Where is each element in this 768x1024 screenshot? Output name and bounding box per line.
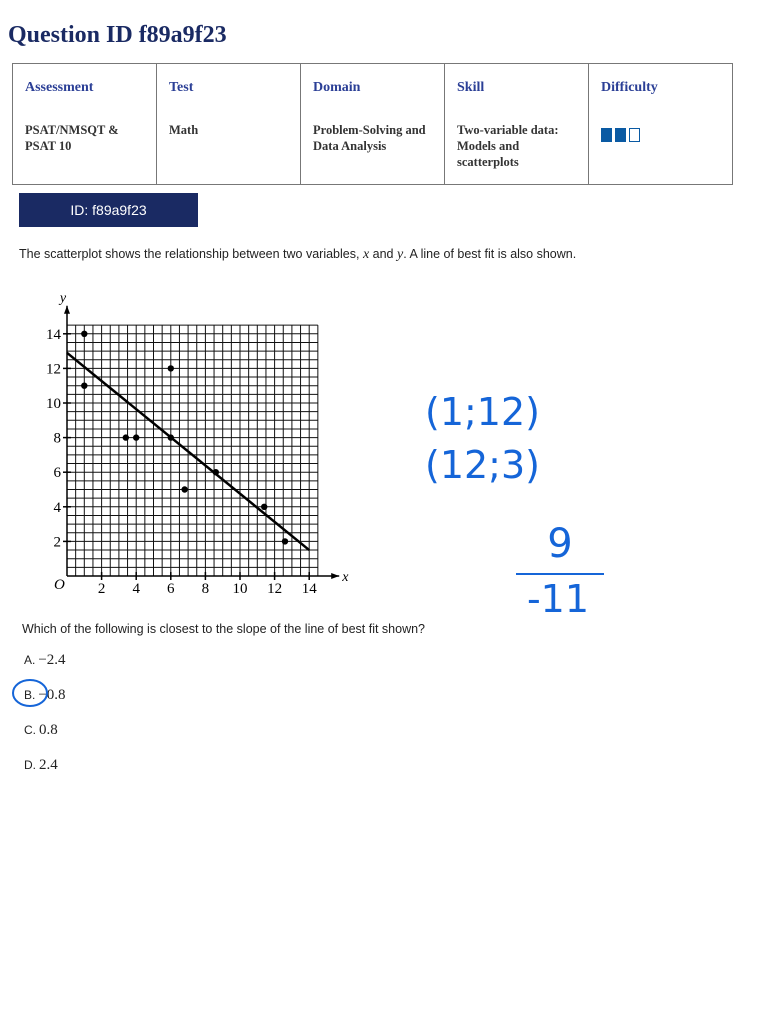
origin-label: O	[54, 577, 65, 593]
y-tick-label: 14	[46, 326, 61, 343]
data-point	[133, 434, 139, 440]
x-axis-arrow	[331, 573, 339, 579]
choice-value: 2.4	[39, 757, 58, 773]
handwritten-point-2: (12;3)	[425, 443, 540, 487]
handwritten-numerator: 9	[547, 521, 573, 567]
question-id-badge: ID: f89a9f23	[19, 193, 198, 227]
y-tick-label: 2	[53, 534, 61, 551]
assessment-line: PSAT/NMSQT &	[25, 122, 119, 137]
handwritten-point-1: (1;12)	[425, 390, 540, 434]
choice-value: 0.8	[39, 722, 58, 738]
x-tick-label: 10	[232, 581, 248, 597]
choice-letter: A.	[24, 653, 36, 667]
handwritten-denominator: -11	[526, 577, 590, 621]
y-axis-label: y	[59, 290, 67, 306]
difficulty-bar-filled	[601, 128, 612, 142]
header-skill: Skill	[445, 64, 589, 114]
header-difficulty: Difficulty	[589, 64, 733, 114]
skill-line: Two-variable data:	[457, 122, 559, 137]
x-axis-label: x	[342, 570, 349, 585]
cell-assessment	[13, 114, 157, 185]
cell-test	[157, 114, 301, 185]
prompt-text-end: . A line of best fit is also shown.	[403, 247, 577, 261]
choice-letter: B.	[24, 688, 36, 702]
data-point	[261, 504, 267, 510]
scatterplot-chart	[30, 280, 360, 610]
cell-difficulty	[589, 114, 733, 185]
choice-letter: C.	[24, 723, 36, 737]
page-title: Question ID f89a9f23	[8, 22, 227, 48]
cell-skill	[445, 114, 589, 185]
y-tick-label: 4	[53, 499, 61, 516]
choice-value: −2.4	[38, 652, 66, 668]
choice-d[interactable]	[24, 757, 58, 774]
skill-line: scatterplots	[457, 154, 519, 169]
data-point	[168, 365, 174, 371]
difficulty-bar-empty	[629, 128, 640, 142]
data-point	[213, 469, 219, 475]
prompt-text-middle: and	[369, 247, 397, 261]
choice-a[interactable]	[24, 652, 66, 669]
domain-line: Problem-Solving and	[313, 122, 426, 137]
variable-y: y	[396, 247, 404, 262]
difficulty-bar-filled	[615, 128, 626, 142]
x-tick-label: 14	[301, 581, 317, 597]
x-tick-label: 2	[97, 581, 106, 597]
data-point	[168, 434, 174, 440]
domain-line: Data Analysis	[313, 138, 387, 153]
x-tick-label: 8	[201, 581, 210, 597]
cell-domain	[301, 114, 445, 185]
data-point	[181, 486, 187, 492]
x-tick-label: 4	[132, 581, 140, 597]
skill-line: Models and	[457, 138, 520, 153]
choice-c[interactable]	[24, 722, 58, 739]
difficulty-indicator	[601, 128, 640, 142]
question-stem: Which of the following is closest to the slope of the line of best fit shown?	[22, 622, 425, 636]
y-axis-arrow	[64, 306, 70, 314]
assessment-line: PSAT 10	[25, 138, 72, 153]
question-prompt	[19, 247, 576, 263]
header-test: Test	[157, 64, 301, 114]
test-line: Math	[169, 122, 199, 137]
data-point	[123, 434, 129, 440]
choice-value: −0.8	[38, 687, 66, 703]
y-tick-label: 8	[53, 430, 61, 447]
header-assessment: Assessment	[13, 64, 157, 114]
data-point	[81, 331, 87, 337]
x-tick-label: 12	[267, 581, 283, 597]
question-metadata-table	[12, 63, 733, 185]
y-tick-label: 6	[53, 465, 61, 482]
prompt-text-start: The scatterplot shows the relationship between two variables,	[19, 247, 363, 261]
data-point	[81, 383, 87, 389]
header-domain: Domain	[301, 64, 445, 114]
y-tick-label: 10	[46, 396, 61, 412]
x-tick-label: 6	[167, 581, 175, 597]
choice-letter: D.	[24, 758, 36, 772]
y-tick-label: 12	[46, 361, 61, 378]
data-point	[282, 538, 288, 544]
variable-x: x	[362, 247, 370, 262]
choice-b[interactable]	[24, 687, 66, 704]
